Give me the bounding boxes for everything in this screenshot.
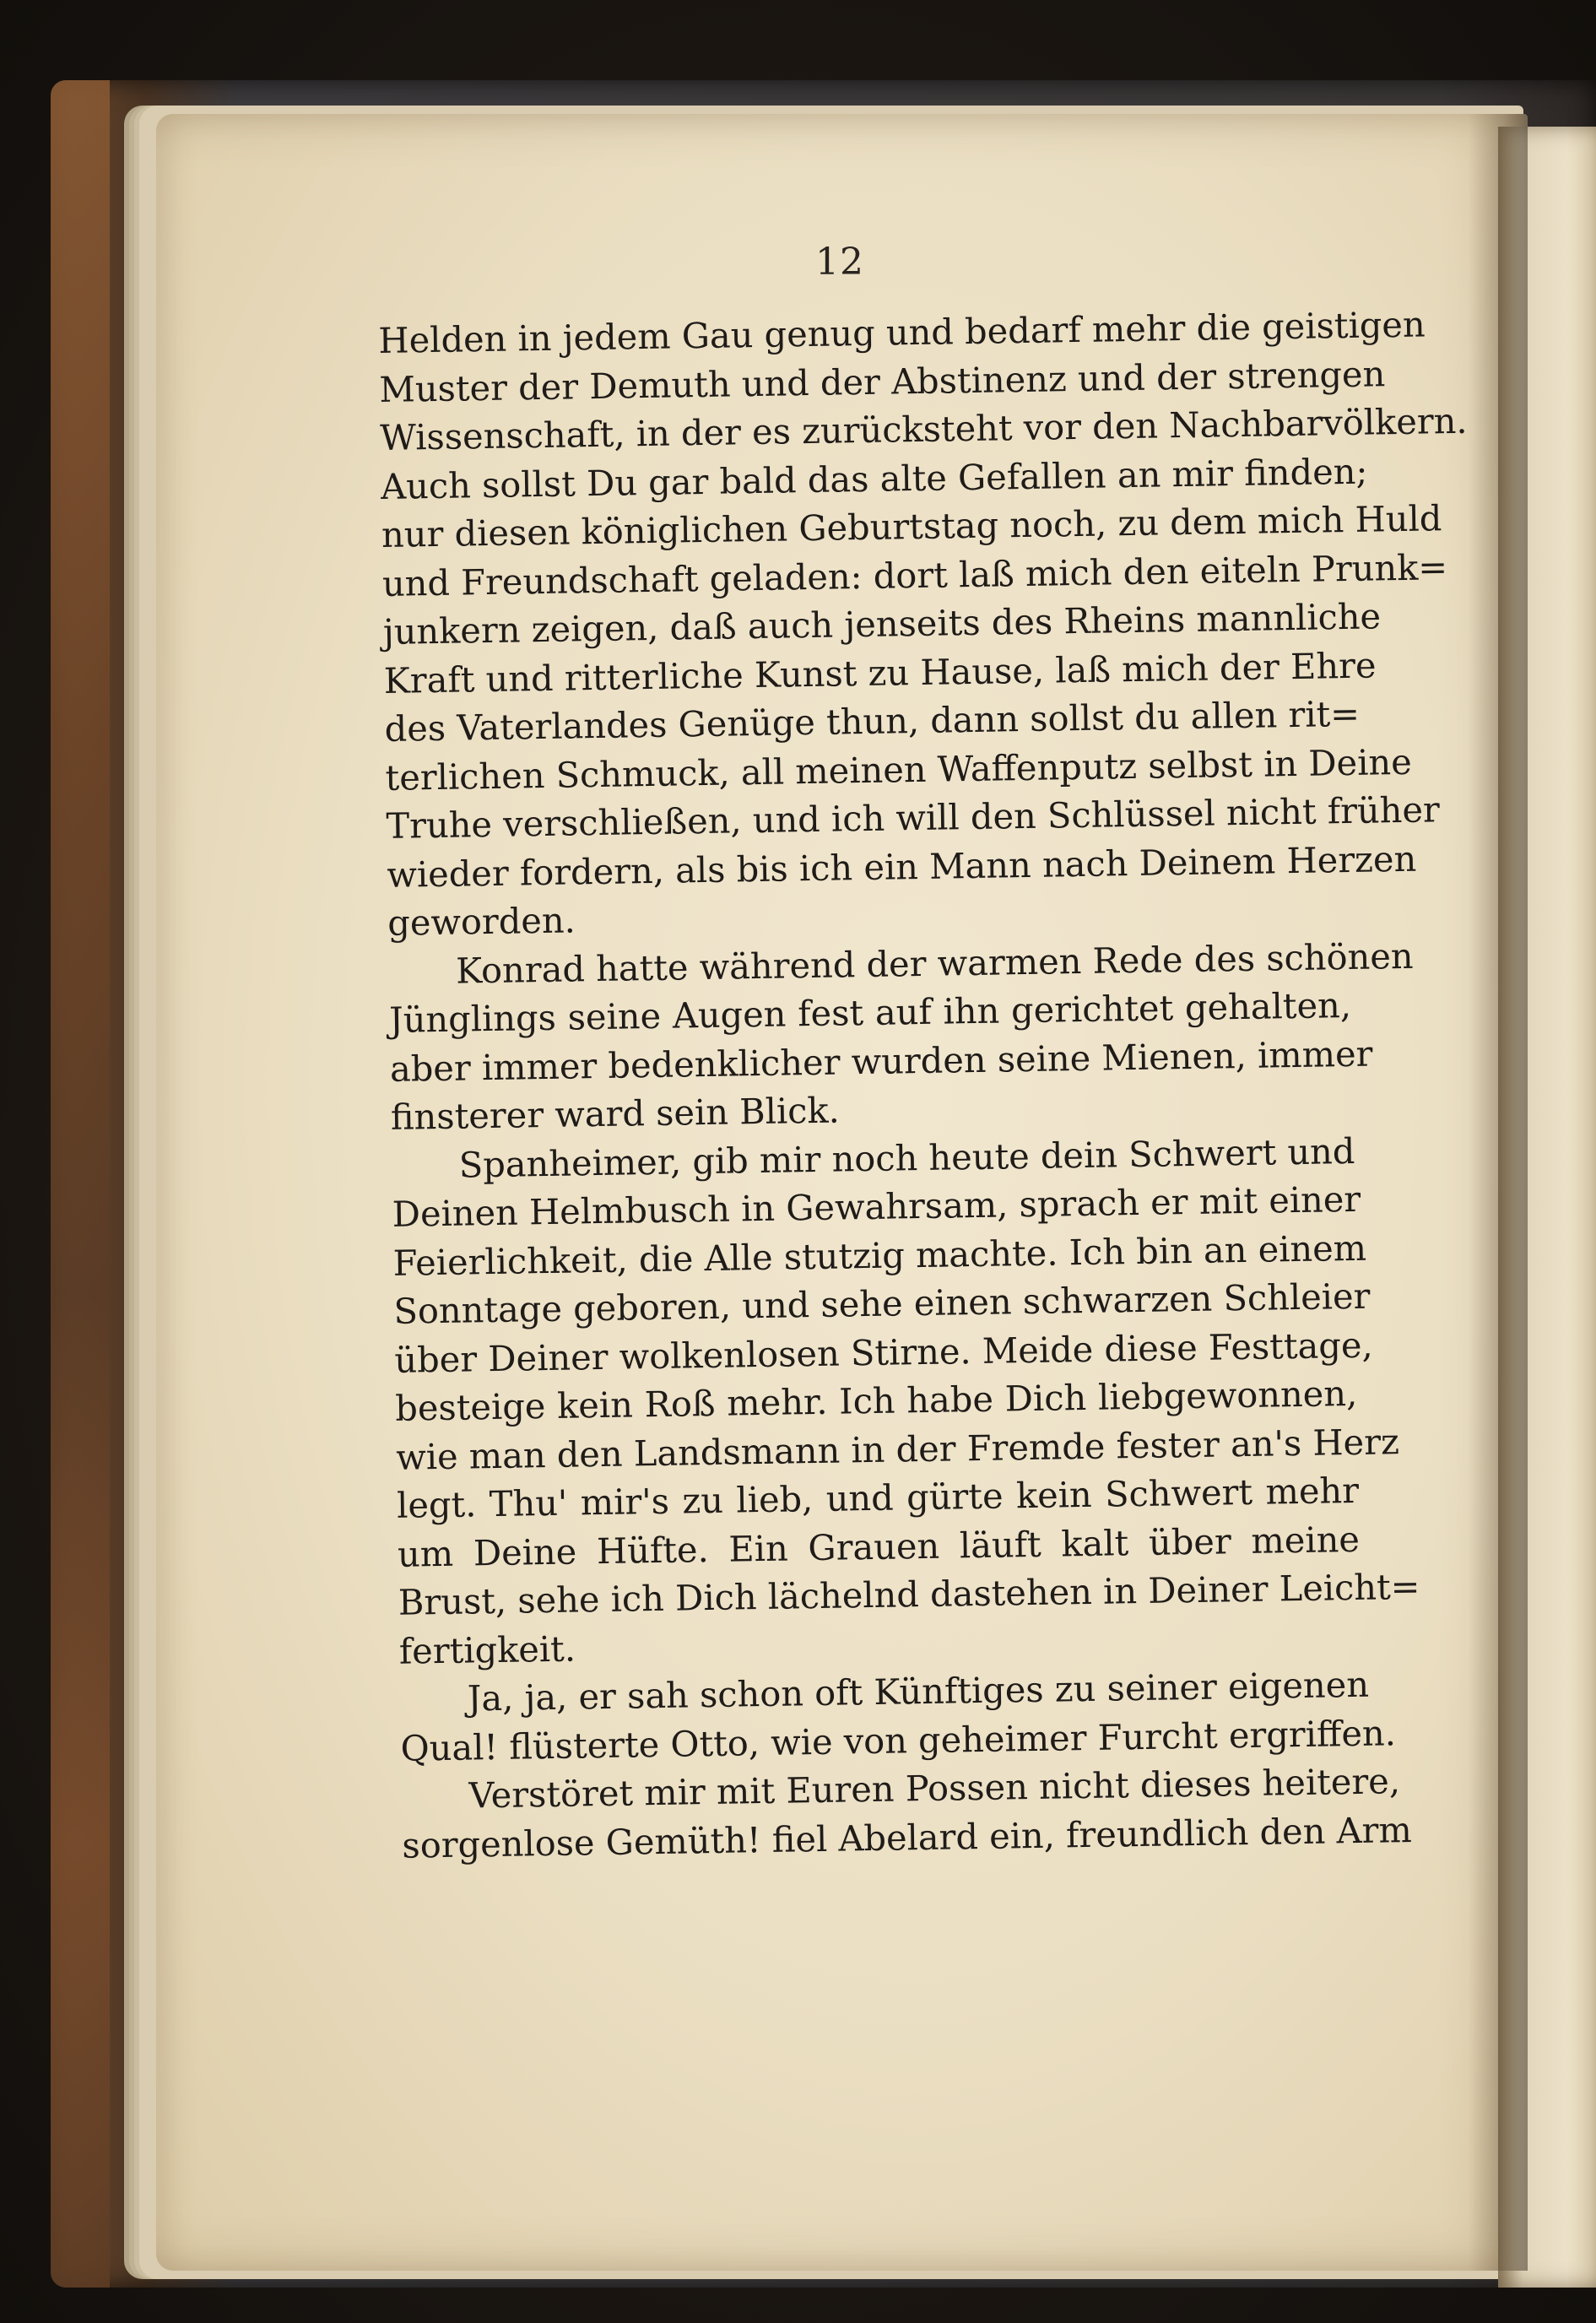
text-line: des Vaterlandes Genüge thun, dann sollst du allen rit= bbox=[384, 692, 1361, 750]
page-number: 12 bbox=[815, 241, 864, 284]
text-line: Helden in jedem Gau genug und bedarf mehr die geistigen bbox=[378, 303, 1426, 361]
text-line: Feierlichkeit, die Alle stutzig machte. Ich bin an einem bbox=[392, 1226, 1367, 1284]
text-line: Muster der Demuth und der Abstinenz und der strengen bbox=[378, 352, 1386, 410]
text-line: Sonntage geboren, und sehe einen schwarzen Schleier bbox=[393, 1275, 1371, 1332]
text-line: wieder fordern, als bis ich ein Mann nach Deinem Herzen bbox=[386, 837, 1417, 896]
text-line: Verstöret mir mit Euren Possen nicht dieses heitere, bbox=[468, 1760, 1401, 1817]
text-line: Konrad hatte während der warmen Rede des schönen bbox=[455, 934, 1414, 992]
page-gutter-shadow bbox=[1469, 114, 1528, 2271]
text-line: terlichen Schmuck, all meinen Waffenputz selbst in Deine bbox=[385, 740, 1413, 799]
text-line: Qual! flüsterte Otto, wie von geheimer Furcht ergriffen. bbox=[400, 1711, 1397, 1769]
text-line: aber immer bedenklicher wurden seine Mienen, immer bbox=[389, 1032, 1373, 1090]
text-line: Ja, ja, er sah schon oft Künftiges zu seiner eigenen bbox=[467, 1663, 1370, 1719]
text-line: besteige kein Roß mehr. Ich habe Dich liebgewonnen, bbox=[394, 1372, 1358, 1429]
body-text bbox=[378, 301, 1468, 1870]
text-line: nur diesen königlichen Geburtstag noch, zu dem mich Huld bbox=[381, 497, 1442, 555]
text-line: Spanheimer, gib mir noch heute dein Schwert und bbox=[458, 1129, 1355, 1186]
text-line: fertigkeit. bbox=[398, 1627, 576, 1672]
text-line: Truhe verschließen, und ich will den Schlüssel nicht früher bbox=[386, 788, 1441, 847]
text-line: Brust, sehe ich Dich lächelnd dastehen in Deiner Leicht= bbox=[398, 1565, 1420, 1623]
text-line: junkern zeigen, daß auch jenseits des Rheins mannliche bbox=[382, 595, 1382, 652]
text-line: legt. Thu' mir's zu lieb, und gürte kein Schwert mehr bbox=[396, 1469, 1360, 1526]
text-line: und Freundschaft geladen: dort laß mich den eiteln Prunk= bbox=[381, 545, 1448, 604]
text-line: Jünglings seine Augen fest auf ihn gerichtet gehalten, bbox=[388, 983, 1352, 1041]
text-line: über Deiner wolkenlosen Stirne. Meide diese Festtage, bbox=[394, 1324, 1373, 1381]
text-line: Auch sollst Du gar bald das alte Gefallen an mir finden; bbox=[380, 450, 1368, 507]
text-line: Kraft und ritterliche Kunst zu Hause, laß mich der Ehre bbox=[383, 643, 1377, 701]
leather-spine-edge bbox=[51, 80, 110, 2288]
text-line: finsterer ward sein Blick. bbox=[390, 1089, 841, 1138]
text-line: wie man den Landsmann in der Fremde fester an's Herz bbox=[395, 1420, 1400, 1478]
text-line: geworden. bbox=[387, 899, 576, 944]
text-line: Wissenschaft, in der es zurücksteht vor den Nachbarvölkern. bbox=[379, 399, 1468, 458]
text-line: um Deine Hüfte. Ein Grauen läuft kalt über meine bbox=[397, 1518, 1361, 1575]
text-line: Deinen Helmbusch in Gewahrsam, sprach er mit einer bbox=[392, 1178, 1361, 1235]
text-line: sorgenlose Gemüth! fiel Abelard ein, freundlich den Arm bbox=[402, 1808, 1413, 1866]
